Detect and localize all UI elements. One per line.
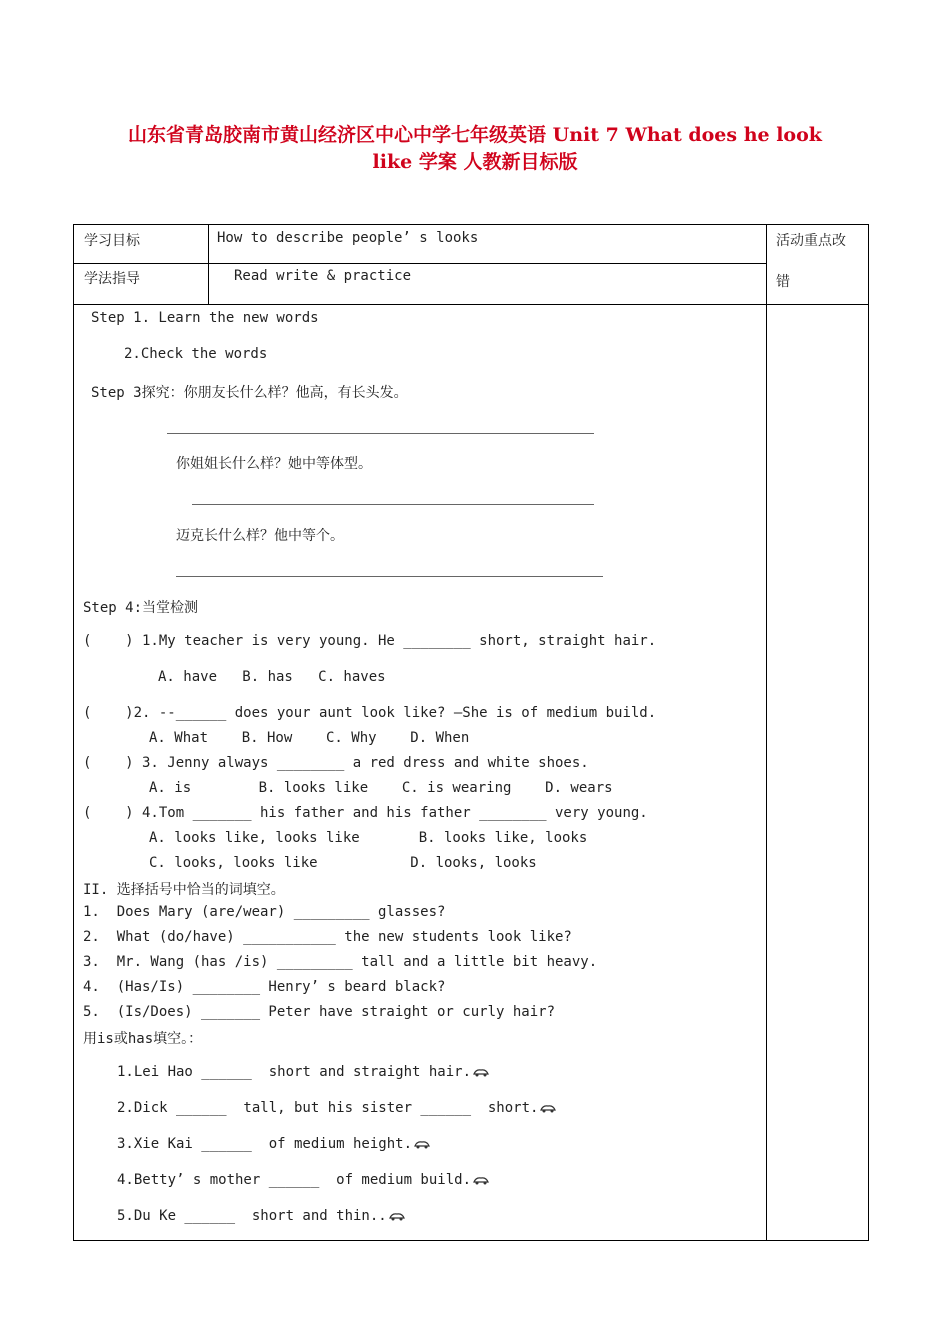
car-icon (389, 1211, 405, 1221)
part3-item-5-text: 5.Du Ke ______ short and thin.. (117, 1208, 387, 1224)
step-4: Step 4:当堂检测 (83, 600, 199, 616)
part3-item-2-text: 2.Dick ______ tall, but his sister ______ short. (117, 1100, 539, 1116)
car-icon (540, 1103, 556, 1113)
mc-options-1: A. have B. has C. haves (158, 669, 386, 685)
goal-label: 学习目标 (84, 233, 140, 249)
mc-question-3: ( ) 3. Jenny always ________ a red dress and white shoes. (83, 755, 589, 771)
method-label: 学法指导 (84, 271, 140, 287)
answer-line-3[interactable] (176, 576, 603, 577)
title-line-2: like 学案 人教新目标版 (372, 151, 578, 173)
step-3: Step 3探究：你朋友长什么样？他高，有长头发。 (91, 385, 408, 401)
method-value: Read write & practice (234, 268, 412, 284)
part2-item-1: 1. Does Mary (are/wear) _________ glasses? (83, 904, 446, 920)
step-1: Step 1. Learn the new words (91, 310, 319, 326)
car-icon (473, 1175, 489, 1185)
mc-question-2: ( )2. --______ does your aunt look like? –She is of medium build. (83, 705, 657, 721)
part3-item-5 (117, 1208, 405, 1224)
mc-options-4b: C. looks, looks like D. looks, looks (149, 855, 537, 871)
part3-item-4-text: 4.Betty’ s mother ______ of medium build. (117, 1172, 472, 1188)
part3-item-3-text: 3.Xie Kai ______ of medium height. (117, 1136, 413, 1152)
part2-heading: II. 选择括号中恰当的词填空。 (83, 882, 285, 898)
part2-item-3: 3. Mr. Wang (has /is) _________ tall and a little bit heavy. (83, 954, 598, 970)
divider-col-2 (766, 225, 767, 1240)
mc-question-1: ( ) 1.My teacher is very young. He ________ short, straight hair. (83, 633, 657, 649)
divider-row-2 (74, 304, 868, 305)
mc-options-2: A. What B. How C. Why D. When (149, 730, 470, 746)
mc-options-4a: A. looks like, looks like B. looks like, looks (149, 830, 588, 846)
title-line-1: 山东省青岛胶南市黄山经济区中心中学七年级英语 Unit 7 What does he look (128, 124, 822, 146)
part2-item-4: 4. (Has/Is) ________ Henry’ s beard black? (83, 979, 446, 995)
part3-item-3 (117, 1136, 430, 1152)
part3-item-4 (117, 1172, 489, 1188)
divider-col-1 (208, 225, 209, 304)
goal-value: How to describe people’ s looks (217, 230, 479, 246)
step-2: 2.Check the words (124, 346, 268, 362)
worksheet-table (73, 224, 869, 1241)
part2-item-5: 5. (Is/Does) _______ Peter have straight or curly hair? (83, 1004, 556, 1020)
part3-item-1 (117, 1064, 489, 1080)
side-label-2: 错 (776, 274, 790, 290)
answer-line-2[interactable] (192, 504, 594, 505)
mc-question-4: ( ) 4.Tom _______ his father and his father ________ very young. (83, 805, 648, 821)
step-3-question-2: 你姐姐长什么样？她中等体型。 (176, 456, 372, 472)
side-label-1: 活动重点改 (776, 233, 846, 249)
mc-options-3: A. is B. looks like C. is wearing D. wears (149, 780, 613, 796)
part3-item-2 (117, 1100, 556, 1116)
step-3-question-3: 迈克长什么样？他中等个。 (176, 528, 344, 544)
answer-line-1[interactable] (167, 433, 594, 434)
car-icon (414, 1139, 430, 1149)
document-title (60, 122, 890, 176)
part2-item-2: 2. What (do/have) ___________ the new students look like? (83, 929, 572, 945)
car-icon (473, 1067, 489, 1077)
part3-item-1-text: 1.Lei Hao ______ short and straight hair. (117, 1064, 472, 1080)
part3-heading: 用is或has填空。： (83, 1031, 203, 1047)
divider-row-1 (74, 263, 766, 264)
